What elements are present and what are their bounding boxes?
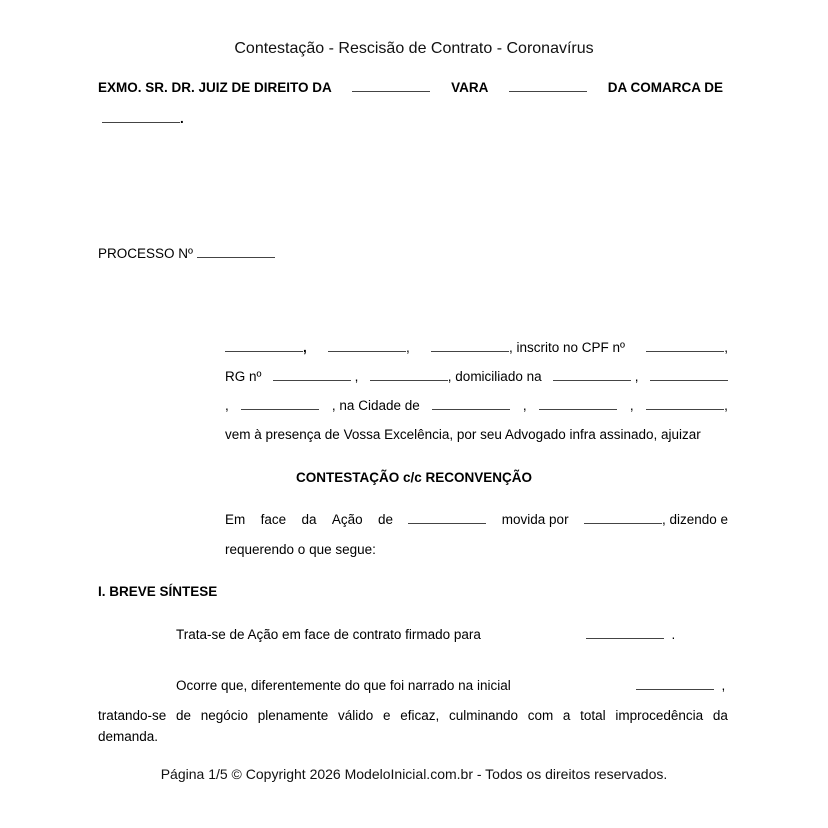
word: a: [562, 708, 571, 723]
synthesis-paragraph-3: [98, 708, 728, 723]
blank-field: [197, 246, 275, 258]
addressee-part3: DA COMARCA DE: [607, 80, 723, 95]
action-title: CONTESTAÇÃO c/c RECONVENÇÃO: [295, 470, 533, 485]
page-footer: Página 1/5 © Copyright 2026 ModeloInicial.com.br - Todos os direitos reservados.: [160, 766, 668, 782]
qualification-line-3: [225, 398, 728, 413]
blank-field: [370, 369, 448, 381]
synthesis-paragraph-2-blank: [636, 678, 725, 693]
facing-line-1: [225, 512, 728, 527]
word: Em: [225, 512, 246, 527]
addressee-line-2: [102, 111, 184, 126]
blank-field: [636, 678, 714, 690]
comma: ,: [354, 369, 359, 384]
comma: ,: [721, 678, 726, 693]
blank-field: [241, 398, 319, 410]
qualification-line-2: [225, 369, 728, 384]
facing-line-2: requerendo o que segue:: [225, 542, 376, 557]
saying-label: , dizendo e: [661, 512, 728, 527]
word: e: [382, 708, 391, 723]
period: .: [671, 627, 676, 642]
blank-field: [586, 627, 664, 639]
word: Ação: [331, 512, 363, 527]
blank-field: [646, 340, 724, 352]
blank-field: [102, 111, 180, 123]
blank-field: [225, 340, 303, 352]
addressee-part1: EXMO. SR. DR. JUIZ DE DIREITO DA: [98, 80, 332, 95]
addressee-end: .: [180, 111, 184, 126]
qualification-line-1: [225, 340, 728, 355]
document-title: Contestação - Rescisão de Contrato - Coronavírus: [234, 40, 594, 57]
word: face: [260, 512, 287, 527]
presence-text: vem à presença de Vossa Excelência, por seu Advogado infra assinado, ajuizar: [225, 427, 701, 442]
word: com: [527, 708, 554, 723]
comma: ,: [724, 398, 728, 413]
synthesis-paragraph-2: Ocorre que, diferentemente do que foi narrado na inicial: [176, 678, 511, 693]
comma: ,: [406, 340, 410, 355]
synthesis-paragraph-1: Trata-se de Ação em face de contrato firmado para: [176, 627, 481, 642]
word: eficaz,: [400, 708, 440, 723]
blank-field: [539, 398, 617, 410]
rg-label: RG nº: [225, 369, 262, 384]
blank-field: [273, 369, 351, 381]
comma: ,: [724, 340, 728, 355]
cpf-label: , inscrito no CPF nº: [509, 340, 625, 355]
word: de: [176, 708, 192, 723]
process-label: PROCESSO Nº: [98, 246, 193, 261]
moved-by-label: movida por: [501, 512, 569, 527]
comma: ,: [225, 398, 229, 413]
addressee-line: [98, 80, 723, 95]
word: da: [712, 708, 728, 723]
qualification-line-4: [225, 427, 728, 442]
word: de: [378, 512, 394, 527]
word: total: [580, 708, 606, 723]
word: válido: [338, 708, 374, 723]
synthesis-paragraph-1-blank: [586, 627, 675, 642]
word: plenamente: [257, 708, 329, 723]
blank-field: [431, 340, 509, 352]
word: da: [301, 512, 317, 527]
comma: ,: [522, 398, 527, 413]
blank-field: [584, 512, 662, 524]
comma: ,: [629, 398, 634, 413]
blank-field: [328, 340, 406, 352]
blank-field: [408, 512, 486, 524]
blank-field: [553, 369, 631, 381]
comma: ,: [634, 369, 639, 384]
comma: ,: [303, 340, 307, 355]
word: negócio: [200, 708, 249, 723]
addressee-part2: VARA: [451, 80, 489, 95]
blank-field: [432, 398, 510, 410]
blank-field: [352, 80, 430, 92]
blank-field: [646, 398, 724, 410]
word: improcedência: [615, 708, 704, 723]
blank-field: [650, 369, 728, 381]
city-label: , na Cidade de: [331, 398, 420, 413]
section-heading: I. BREVE SÍNTESE: [98, 584, 218, 599]
process-number: [98, 246, 275, 261]
blank-field: [509, 80, 587, 92]
domicile-label: , domiciliado na: [447, 369, 542, 384]
synthesis-paragraph-4: demanda.: [98, 729, 159, 744]
word: culminando: [448, 708, 518, 723]
word: tratando-se: [98, 708, 167, 723]
